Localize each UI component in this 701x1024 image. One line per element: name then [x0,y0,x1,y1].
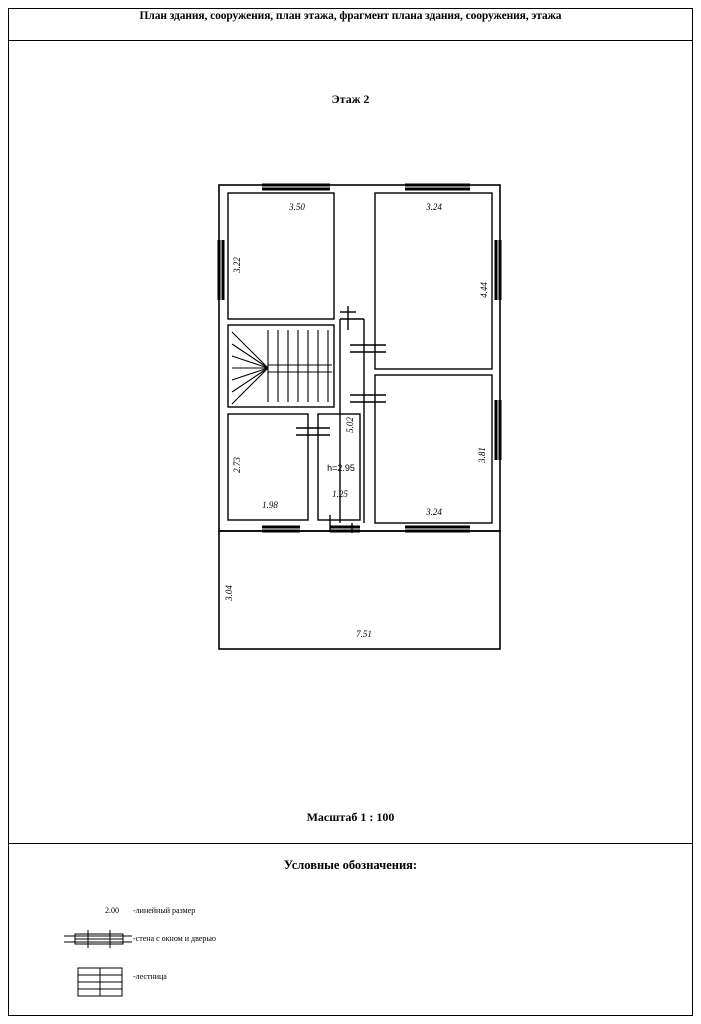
dim-room-bottom-right-height: 3.81 [477,447,487,463]
dim-building-width: 7.51 [356,629,372,639]
dim-room-top-right-width: 3.24 [426,202,442,212]
ceiling-height-note: h=2.95 [327,463,355,473]
dim-room-top-right-height: 4.44 [479,282,489,298]
staircase-symbol [232,330,332,404]
legend-label-wall: -стена с окном и дверью [133,934,216,943]
dim-terrace-height: 3.04 [224,585,234,601]
dim-wc-width: 1.25 [332,489,348,499]
legend-title: Условные обозначения: [283,858,418,872]
dim-room-top-left-width: 3.50 [289,202,305,212]
legend-label-stairs: -лестница [133,972,167,981]
floor-label: Этаж 2 [331,92,370,106]
dim-room-bottom-right-width: 3.24 [426,507,442,517]
legend-label-dimension: -линейный размер [133,906,196,915]
page-title: План здания, сооружения, план этажа, фрагмент плана здания, сооружения, этажа [139,10,562,22]
dim-bath-width: 1.98 [262,500,278,510]
legend-sample-dimension: 2.00 [105,906,119,915]
dim-corridor-height: 5.02 [345,417,355,433]
dim-room-top-left-height: 3.22 [232,257,242,273]
dim-bath-height: 2.73 [232,457,242,473]
scale-label: Масштаб 1 : 100 [306,810,395,824]
